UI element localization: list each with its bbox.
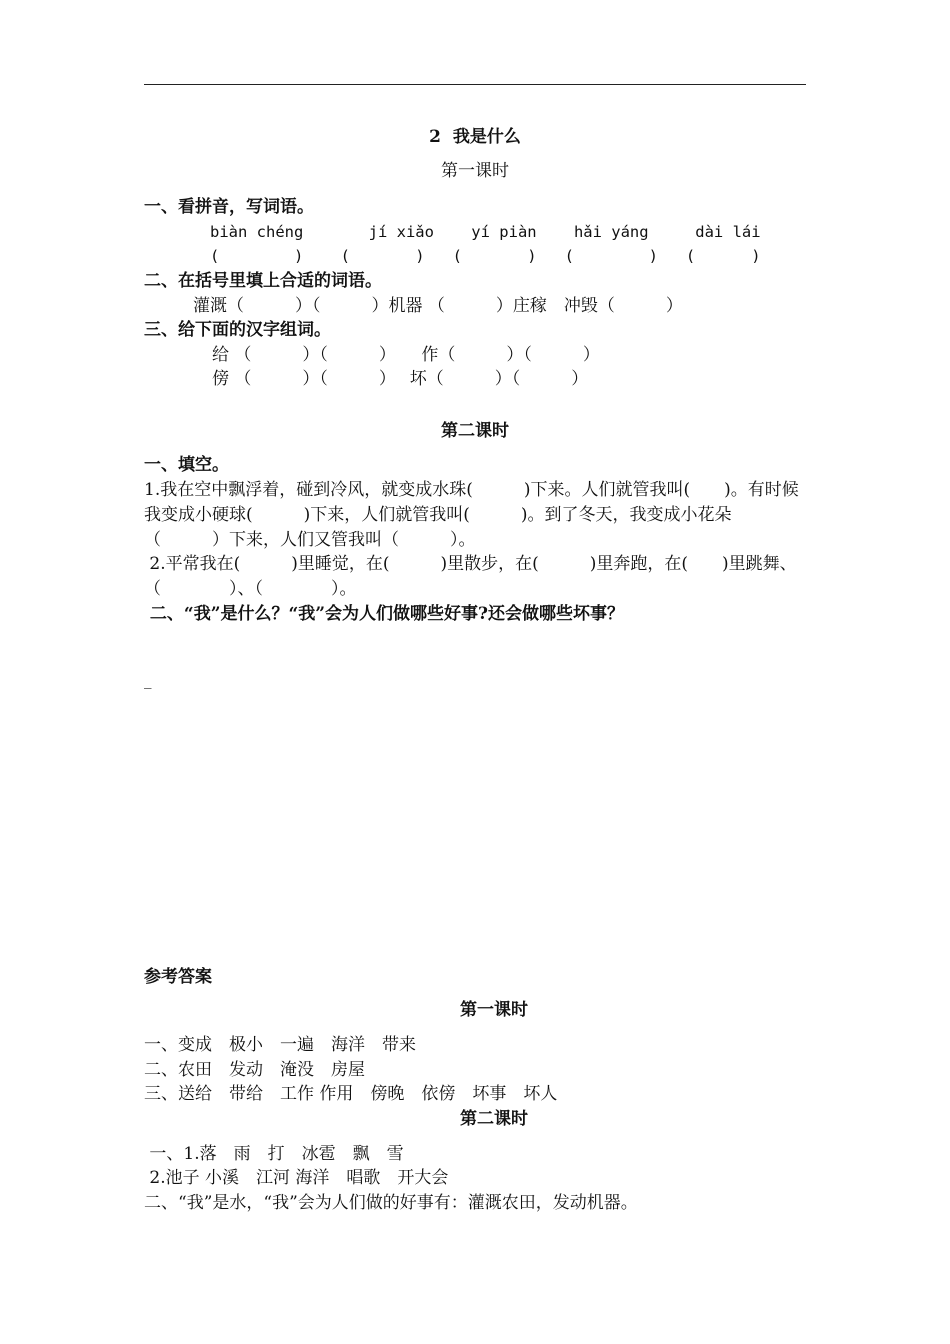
part2-title: 第二课时 <box>441 421 509 441</box>
text-cursor-mark: _ <box>144 671 152 689</box>
part2-q1-text2: 2.平常我在( )里睡觉，在( )里散步，在( )里奔跑，在( )里跳舞、（ ）、（ ）。 <box>144 554 797 599</box>
answer-line-3: 三、送给 带给 工作 作用 傍晚 依傍 坏事 坏人 <box>144 1084 558 1104</box>
part1-q3-line1: 给 （ ）（ ） 作（ ）（ ） <box>212 345 600 365</box>
answers-heading: 参考答案 <box>144 967 212 987</box>
part1-q3-line2: 傍 （ ）（ ） 坏（ ）（ ） <box>212 369 589 389</box>
part2-q1-heading: 一、填空。 <box>144 455 229 475</box>
answer-line-6: 二、“我”是水，“我”会为人们做的好事有：灌溉农田，发动机器。 <box>144 1193 638 1213</box>
answer-line-4: 一、1.落 雨 打 冰雹 飘 雪 <box>144 1144 404 1164</box>
part1-q3-heading: 三、给下面的汉字组词。 <box>144 320 331 340</box>
answer-line-5: 2.池子 小溪 江河 海洋 唱歌 开大会 <box>144 1168 449 1188</box>
answer-line-1: 一、变成 极小 一遍 海洋 带来 <box>144 1035 416 1055</box>
lesson-title: 我是什么 <box>452 127 521 147</box>
answers-part2-title: 第二课时 <box>460 1109 528 1129</box>
part2-q2-heading: 二、“我”是什么？“我”会为人们做哪些好事?还会做哪些坏事？ <box>144 604 624 624</box>
answers-part1-title: 第一课时 <box>460 1000 528 1020</box>
part1-title: 第一课时 <box>441 161 509 181</box>
part1-q2-heading: 二、在括号里填上合适的词语。 <box>144 271 382 291</box>
lesson-title-line <box>144 125 806 150</box>
part1-q2-line: 灌溉（ ）（ ）机器 （ ）庄稼 冲毁（ ） <box>193 296 683 316</box>
header-rule <box>144 84 806 85</box>
part2-q1-text1: 1.我在空中飘浮着，碰到冷风，就变成水珠( )下来。人们就管我叫( )。有时候我变成小硬球( )下来，人们就管我叫( )。到了冬天，我变成小花朵（ ）下来，人们又管我叫（ ）。 <box>144 480 799 550</box>
answer-line-2: 二、农田 发动 淹没 房屋 <box>144 1060 365 1080</box>
part1-q1-heading: 一、看拼音，写词语。 <box>144 197 314 217</box>
part1-q1-blanks: ( ) ( ) ( ) ( ) ( ) <box>210 247 761 265</box>
lesson-number: 2 <box>429 127 441 147</box>
part1-q1-pinyin: biàn chéng jí xiǎo yí piàn hǎi yáng dài lái <box>210 223 761 241</box>
